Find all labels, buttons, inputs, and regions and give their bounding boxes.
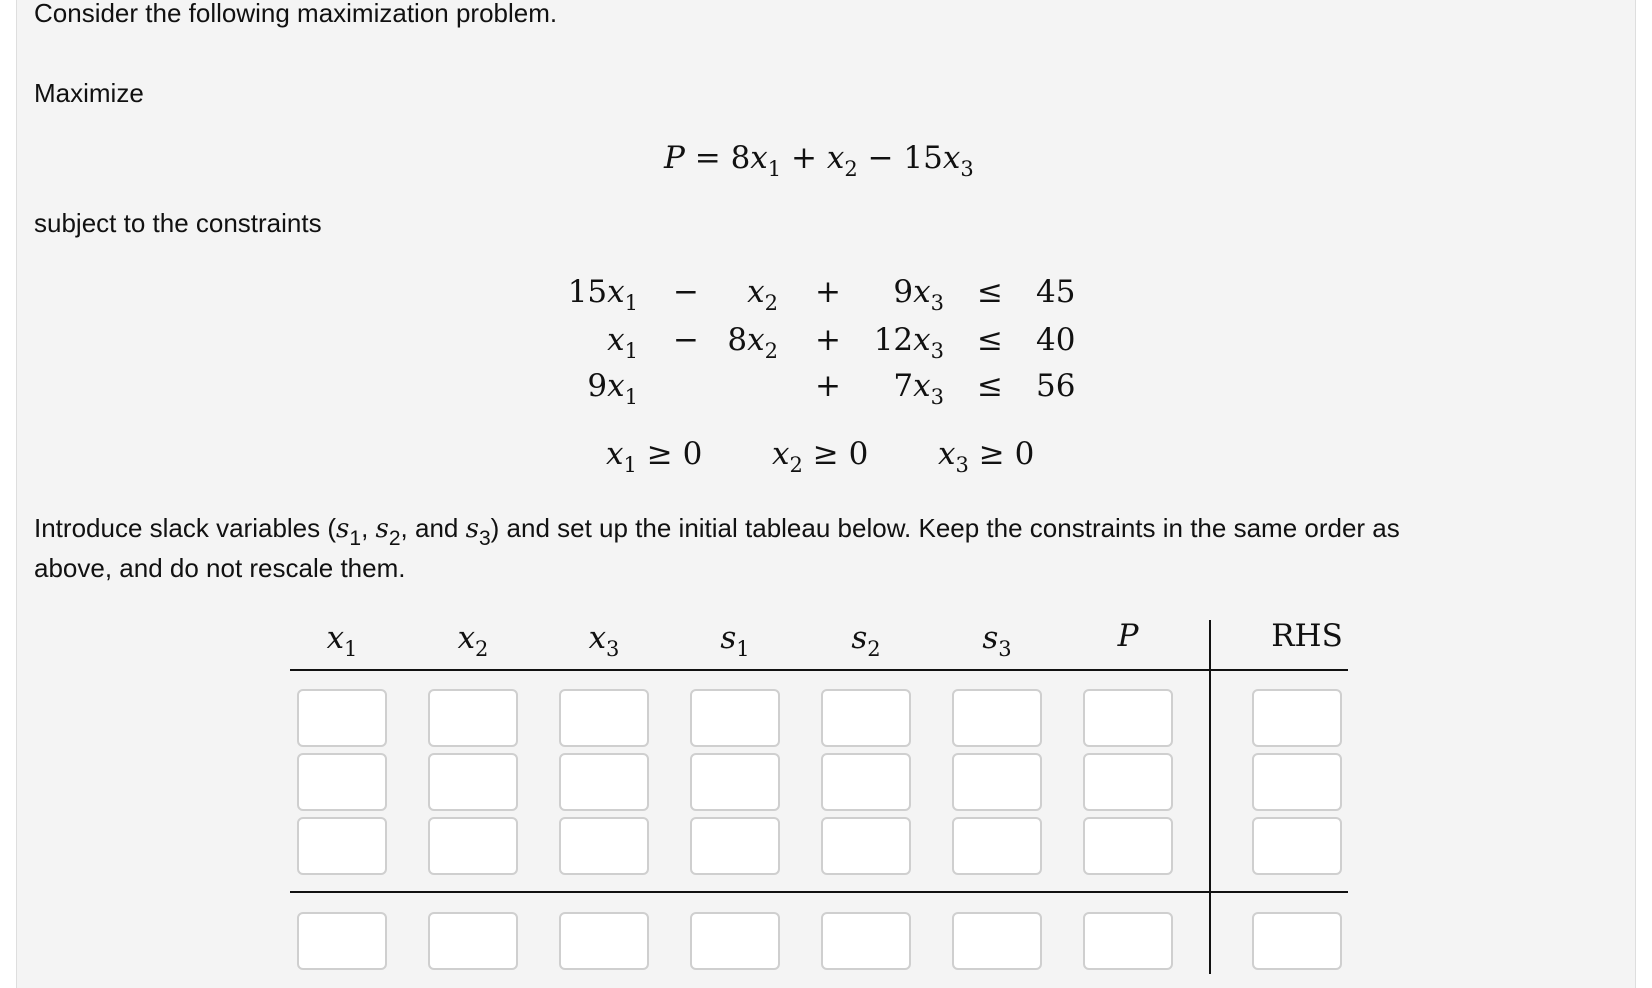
constraint-2-rhs: 40	[1036, 322, 1076, 358]
constraint-2-op2: +	[815, 322, 841, 358]
tableau-cell-r3-x3[interactable]	[559, 817, 649, 875]
tableau-header-x3: $x_3$	[588, 620, 620, 661]
tableau-cell-obj-s2[interactable]	[821, 912, 911, 970]
tableau-cell-r1-x1[interactable]	[297, 689, 387, 747]
tableau-cell-r2-s2[interactable]	[821, 753, 911, 811]
tableau-cell-obj-x1[interactable]	[297, 912, 387, 970]
tableau-cell-r2-x3[interactable]	[559, 753, 649, 811]
tableau-header-s2: $s_2$	[851, 620, 881, 661]
instructions-line-1: Introduce slack variables ($s_1$, $s_2$, and $s_3$) and set up the initial tableau below. Keep the constraints in the same order as	[34, 513, 1400, 550]
nonneg-x2: $x_2 \ge 0$	[772, 436, 869, 477]
tableau-cell-r2-s3[interactable]	[952, 753, 1042, 811]
maximize-label: Maximize	[34, 78, 144, 108]
tableau-header-rhs: RHS	[1271, 618, 1343, 654]
tableau-cell-r2-x2[interactable]	[428, 753, 518, 811]
tableau-cell-r1-p[interactable]	[1083, 689, 1173, 747]
tableau-header-s1: $s_1$	[720, 620, 750, 661]
constraint-1-op1: −	[673, 274, 699, 310]
constraint-3-rel: ≤	[977, 368, 1003, 404]
tableau-cell-obj-s1[interactable]	[690, 912, 780, 970]
tableau-cell-r1-x3[interactable]	[559, 689, 649, 747]
constraint-3-op2: +	[815, 368, 841, 404]
constraint-3-x3-term: $7x_3$	[893, 368, 944, 409]
tableau-cell-obj-x3[interactable]	[559, 912, 649, 970]
tableau-cell-r3-s2[interactable]	[821, 817, 911, 875]
tableau-cell-r3-s1[interactable]	[690, 817, 780, 875]
tableau-cell-r2-x1[interactable]	[297, 753, 387, 811]
tableau-cell-r1-s1[interactable]	[690, 689, 780, 747]
intro-text: Consider the following maximization problem.	[34, 0, 558, 28]
constraint-3-rhs: 56	[1036, 368, 1076, 404]
subject-label: subject to the constraints	[34, 208, 322, 238]
tableau-cell-r2-rhs[interactable]	[1252, 753, 1342, 811]
constraint-1-rel: ≤	[977, 274, 1003, 310]
constraint-1-rhs: 45	[1036, 274, 1076, 310]
tableau-header-rule	[290, 669, 1348, 671]
tableau-cell-r1-x2[interactable]	[428, 689, 518, 747]
tableau-cell-r3-x2[interactable]	[428, 817, 518, 875]
constraint-1-x3-term: $9x_3$	[893, 274, 944, 315]
constraint-2-x1-term: $x_1$	[607, 322, 638, 363]
tableau-cell-r3-s3[interactable]	[952, 817, 1042, 875]
tableau-header-x2: $x_2$	[457, 620, 489, 661]
nonneg-x3: $x_3 \ge 0$	[938, 436, 1035, 477]
tableau-header-s3: $s_3$	[982, 620, 1012, 661]
instructions-line-2: above, and do not rescale them.	[34, 553, 406, 583]
constraint-2-op1: −	[673, 322, 699, 358]
tableau-cell-r2-s1[interactable]	[690, 753, 780, 811]
tableau-cell-r3-rhs[interactable]	[1252, 817, 1342, 875]
tableau-cell-r2-p[interactable]	[1083, 753, 1173, 811]
objective-function: $P = 8x_1 + x_2 - 15x_3$	[664, 140, 974, 181]
constraint-1-x2-term: $x_2$	[747, 274, 778, 315]
tableau-header-p: P	[1117, 618, 1139, 654]
tableau-cell-r3-p[interactable]	[1083, 817, 1173, 875]
constraint-1-x1-term: $15x_1$	[567, 274, 638, 315]
tableau-cell-r1-s3[interactable]	[952, 689, 1042, 747]
tableau-cell-obj-p[interactable]	[1083, 912, 1173, 970]
nonneg-x1: $x_1 \ge 0$	[606, 436, 703, 477]
constraint-3-x1-term: $9x_1$	[587, 368, 638, 409]
tableau-rhs-divider	[1209, 620, 1211, 974]
tableau-objective-rule	[290, 891, 1348, 893]
constraint-2-rel: ≤	[977, 322, 1003, 358]
tableau-header-x1: $x_1$	[326, 620, 358, 661]
constraint-2-x2-term: $8x_2$	[727, 322, 778, 363]
tableau-cell-obj-s3[interactable]	[952, 912, 1042, 970]
tableau-cell-obj-x2[interactable]	[428, 912, 518, 970]
tableau-cell-r3-x1[interactable]	[297, 817, 387, 875]
tableau-cell-r1-s2[interactable]	[821, 689, 911, 747]
tableau-cell-r1-rhs[interactable]	[1252, 689, 1342, 747]
constraint-1-op2: +	[815, 274, 841, 310]
constraint-2-x3-term: $12x_3$	[873, 322, 944, 363]
tableau-cell-obj-rhs[interactable]	[1252, 912, 1342, 970]
